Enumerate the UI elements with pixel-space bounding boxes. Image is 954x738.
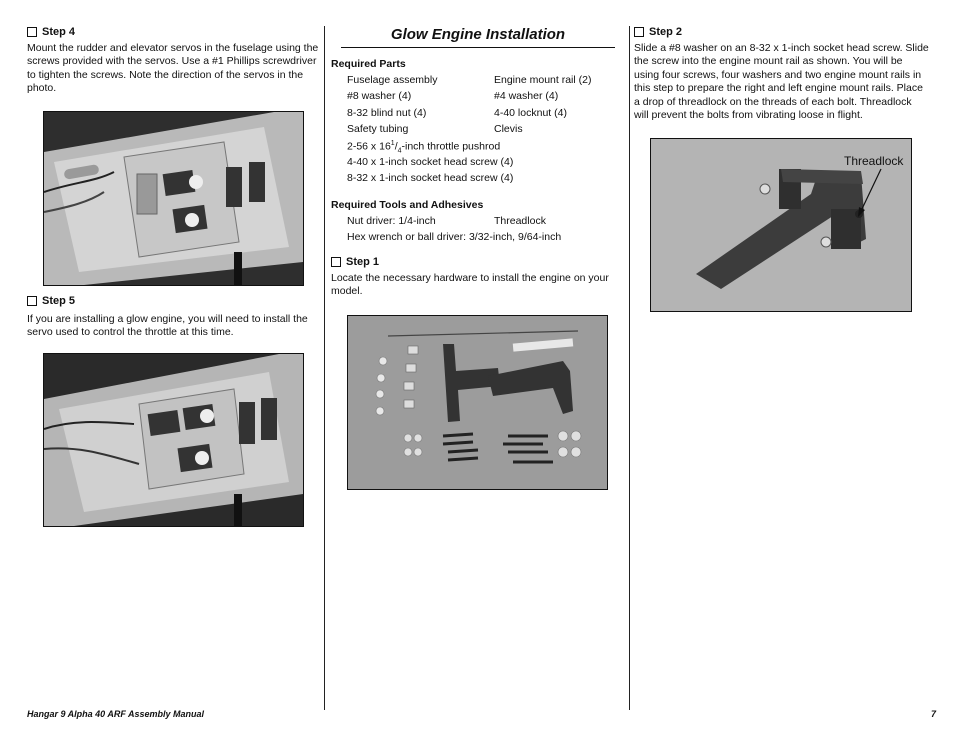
step5-text: If you are installing a glow engine, you will need to install the servo used to control the throttle at this time. bbox=[27, 313, 308, 339]
required-parts-heading: Required Parts bbox=[331, 58, 406, 70]
pushrod-suffix: -inch throttle pushrod bbox=[401, 140, 501, 153]
footer-page-number: 7 bbox=[930, 709, 936, 719]
step5-photo-throttle-servo bbox=[43, 353, 304, 527]
step4-photo-servos bbox=[43, 111, 304, 286]
table-row bbox=[347, 74, 591, 90]
part-cell: 8-32 blind nut (4) bbox=[347, 106, 427, 119]
column-right bbox=[634, 26, 929, 122]
part-cell: #4 washer (4) bbox=[494, 90, 559, 103]
footer-manual-title: Hangar 9 Alpha 40 ARF Assembly Manual bbox=[27, 709, 205, 719]
column-middle bbox=[331, 26, 615, 298]
step1-photo-hardware bbox=[347, 315, 608, 490]
threadlock-callout: Threadlock bbox=[844, 154, 904, 168]
tool-cell: Nut driver: 1/4-inch bbox=[347, 214, 436, 227]
pushrod-prefix: 2-56 x 16 bbox=[347, 140, 391, 153]
table-row bbox=[347, 107, 591, 123]
step1-text: Locate the necessary hardware to install the engine on your model. bbox=[331, 271, 609, 297]
part-cell: Engine mount rail (2) bbox=[494, 74, 592, 86]
table-row bbox=[347, 90, 591, 106]
table-row bbox=[347, 215, 546, 231]
column-divider-right bbox=[629, 26, 630, 710]
table-row bbox=[347, 123, 591, 139]
step5-label: Step 5 bbox=[42, 295, 76, 307]
section-title: Glow Engine Installation bbox=[341, 26, 615, 48]
tool-line: Hex wrench or ball driver: 3/32-inch, 9/64-inch bbox=[347, 231, 562, 244]
required-parts-table bbox=[347, 74, 591, 140]
part-cell: Clevis bbox=[494, 123, 523, 136]
required-tools-heading: Required Tools and Adhesives bbox=[331, 198, 484, 211]
column-divider-left bbox=[324, 26, 325, 710]
column-left bbox=[27, 26, 323, 96]
pushrod-frac-den: 4 bbox=[397, 147, 402, 155]
step5-heading bbox=[27, 295, 323, 307]
part-cell: 4-40 locknut (4) bbox=[494, 106, 567, 119]
step1-heading bbox=[331, 256, 615, 268]
pushrod-line: 2-56 x $16^1/_4$-inch throttle pushrod bbox=[347, 139, 501, 155]
step2-text: Slide a #8 washer on an 8-32 x 1-inch socket head screw. Slide the screw into the engine mount rail as shown. You will be using four screws, four washers and two engine mount rails in this step to prepare the right and left engine mount rails. Place a drop of threadlock on the threads of each bolt. Threadlock will prevent the bolts from vibrating loose in flight. bbox=[634, 42, 929, 122]
part-cell: Safety tubing bbox=[347, 123, 409, 136]
step4-text: Mount the rudder and elevator servos in the fuselage using the screws provided with the servos. Use a #1 Phillips screwdriver to tighten the screws. Note the direction of the servos in the photo. bbox=[27, 42, 319, 95]
step2-checkbox[interactable] bbox=[634, 27, 644, 37]
step4-heading bbox=[27, 26, 323, 38]
pushrod-frac-num: 1 bbox=[390, 139, 395, 147]
step2-heading bbox=[634, 26, 929, 38]
part-cell: #8 washer (4) bbox=[347, 90, 412, 103]
step1-checkbox[interactable] bbox=[331, 257, 341, 267]
part-line: 8-32 x 1-inch socket head screw (4) bbox=[347, 172, 514, 185]
tool-cell: Threadlock bbox=[494, 214, 546, 227]
step4-label: Step 4 bbox=[42, 26, 76, 38]
step2-label: Step 2 bbox=[649, 26, 683, 38]
part-line: 4-40 x 1-inch socket head screw (4) bbox=[347, 155, 514, 168]
part-cell: Fuselage assembly bbox=[347, 74, 438, 86]
step4-checkbox[interactable] bbox=[27, 27, 37, 37]
step5-block bbox=[27, 295, 323, 340]
step2-photo-mount-rail bbox=[650, 138, 912, 312]
required-tools-table bbox=[347, 215, 546, 231]
step5-checkbox[interactable] bbox=[27, 296, 37, 306]
step1-label: Step 1 bbox=[346, 255, 380, 268]
